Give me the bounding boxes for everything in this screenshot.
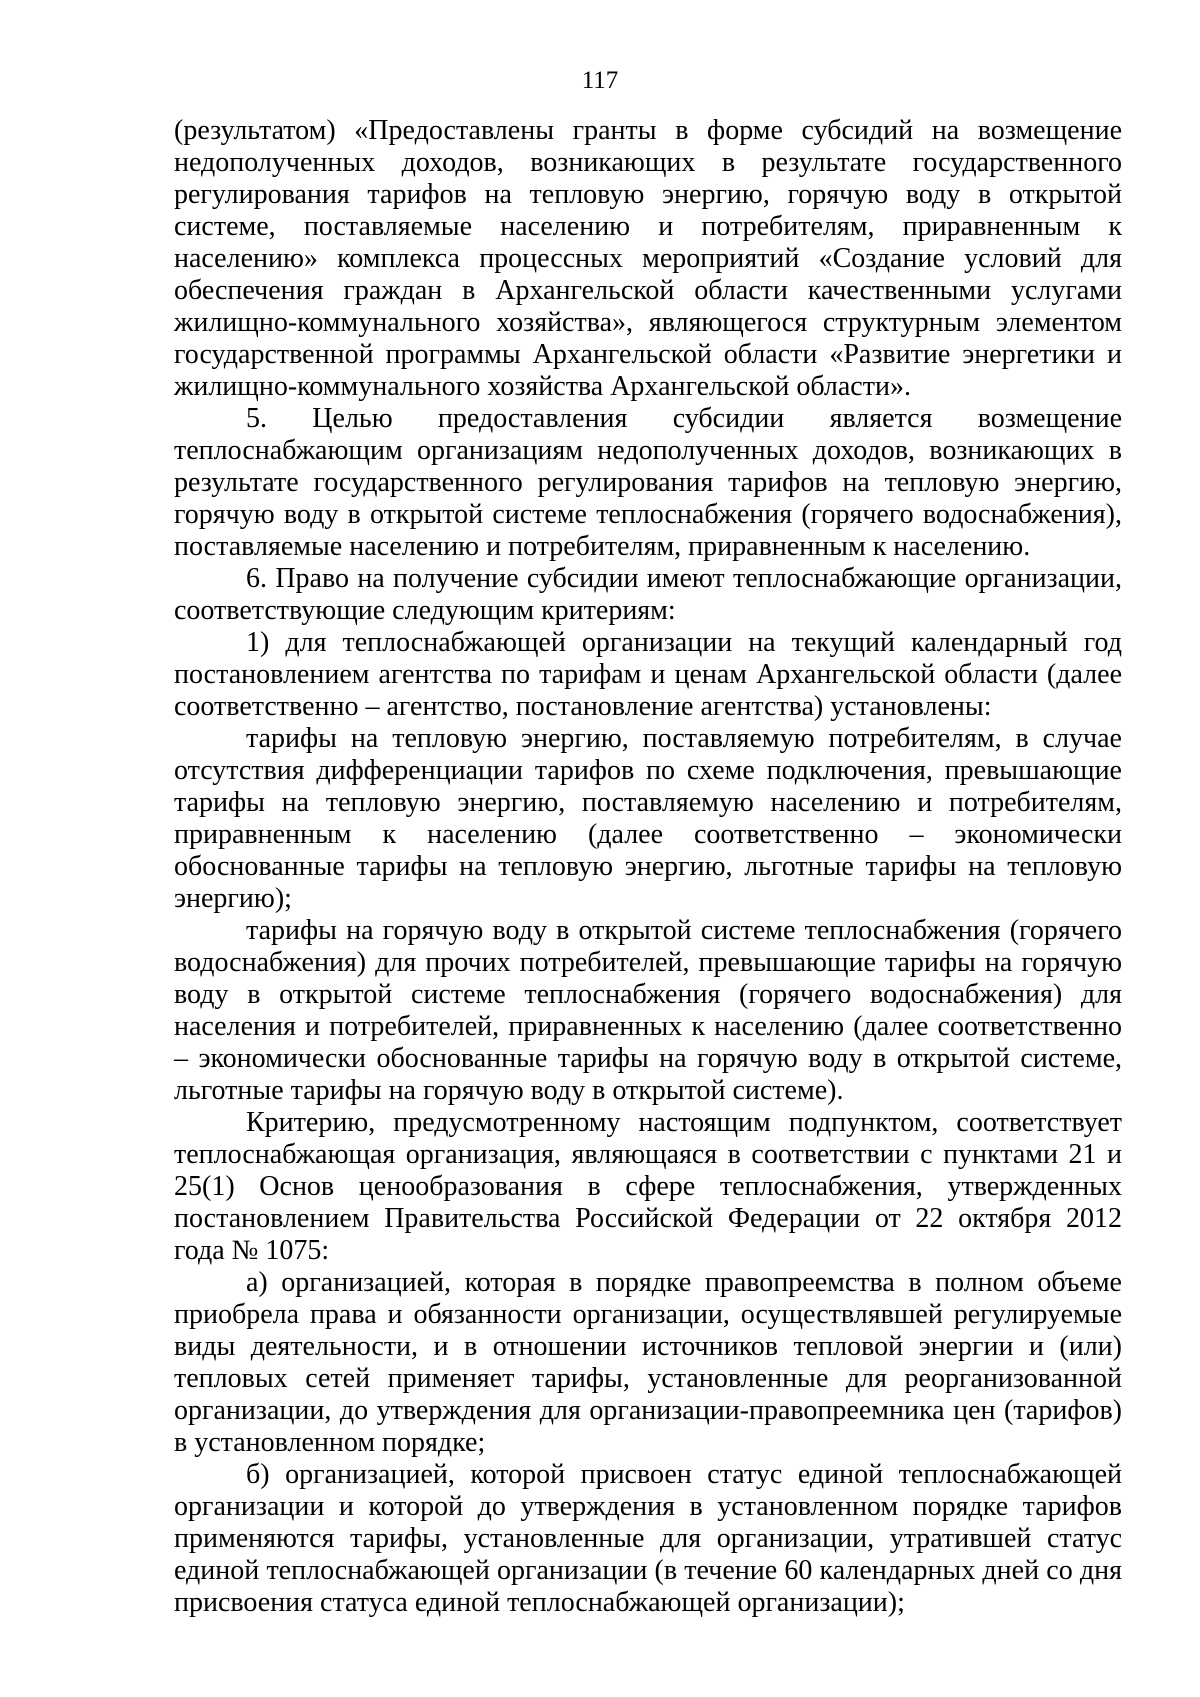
paragraph-subitem-1: 1) для теплоснабжающей организации на текущий календарный год постановлением агентства по тарифам и ценам Архангельской области (далее соответственно – агентство, постановление агентства) установлены:	[174, 627, 1122, 722]
paragraph-item-6: 6. Право на получение субсидии имеют теплоснабжающие организации, соответствующие следующим критериям:	[174, 563, 1122, 626]
paragraph-criterion: Критерию, предусмотренному настоящим подпунктом, соответствует теплоснабжающая организация, являющаяся в соответствии с пунктами 21 и 25(1) Основ ценообразования в сфере теплоснабжения, утвержденных постановлением Правительства Российской Федерации от 22 октября 2012 года № 1075:	[174, 1107, 1122, 1266]
page-number: 117	[581, 67, 619, 94]
paragraph-result-continuation: (результатом) «Предоставлены гранты в форме субсидий на возмещение недополученных доходов, возникающих в результате государственного регулирования тарифов на тепловую энергию, горячую воду в открытой системе, поставляемые населению и потребителям, приравненным к населению» комплекса процессных мероприятий «Создание условий для обеспечения граждан в Архангельской области качественными услугами жилищно-коммунального хозяйства», являющегося структурным элементом государственной программы Архангельской области «Развитие энергетики и жилищно-коммунального хозяйства Архангельской области».	[174, 115, 1122, 402]
paragraph-subitem-b: б) организацией, которой присвоен статус единой теплоснабжающей организации и которой до утверждения в установленном порядке тарифов применяются тарифы, установленные для организации, утратившей статус единой теплоснабжающей организации (в течение 60 календарных дней со дня присвоения статуса единой теплоснабжающей организации);	[174, 1459, 1122, 1618]
document-body	[174, 115, 1122, 1619]
paragraph-heat-tariffs: тарифы на тепловую энергию, поставляемую потребителям, в случае отсутствия дифференциации тарифов по схеме подключения, превышающие тарифы на тепловую энергию, поставляемую населению и потребителям, приравненным к населению (далее соответственно – экономически обоснованные тарифы на тепловую энергию, льготные тарифы на тепловую энергию);	[174, 723, 1122, 914]
paragraph-subitem-a: а) организацией, которая в порядке правопреемства в полном объеме приобрела права и обязанности организации, осуществлявшей регулируемые виды деятельности, и в отношении источников тепловой энергии и (или) тепловых сетей применяет тарифы, установленные для реорганизованной организации, до утверждения для организации-правопреемника цен (тарифов) в установленном порядке;	[174, 1267, 1122, 1458]
paragraph-item-5: 5. Целью предоставления субсидии является возмещение теплоснабжающим организациям недополученных доходов, возникающих в результате государственного регулирования тарифов на тепловую энергию, горячую воду в открытой системе теплоснабжения (горячего водоснабжения), поставляемые населению и потребителям, приравненным к населению.	[174, 403, 1122, 562]
paragraph-hot-water-tariffs: тарифы на горячую воду в открытой системе теплоснабжения (горячего водоснабжения) для прочих потребителей, превышающие тарифы на горячую воду в открытой системе теплоснабжения (горячего водоснабжения) для населения и потребителей, приравненных к населению (далее соответственно – экономически обоснованные тарифы на горячую воду в открытой системе, льготные тарифы на горячую воду в открытой системе).	[174, 915, 1122, 1106]
